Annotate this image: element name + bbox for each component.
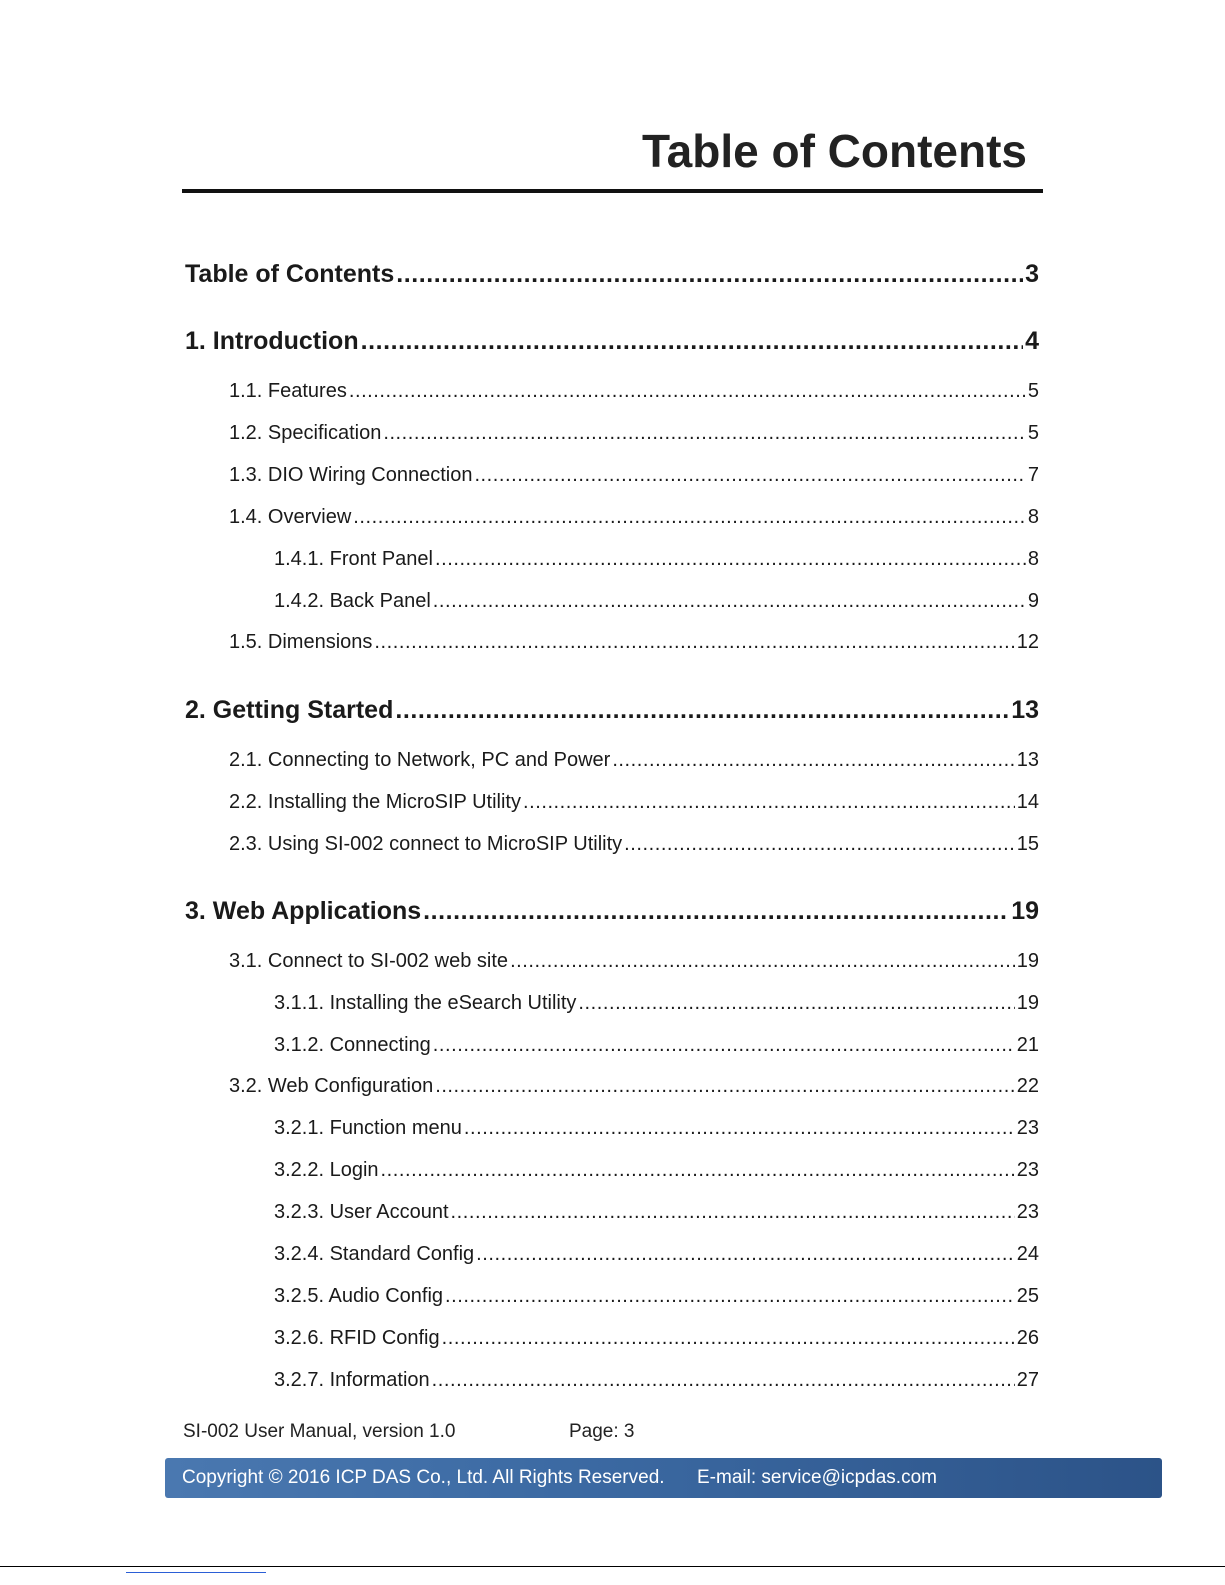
copyright-bar [165,1458,1162,1498]
toc-entry-page: 8 [1027,506,1039,528]
toc-leader-dots [624,833,1015,856]
toc-leader-dots [612,749,1014,772]
toc-entry[interactable] [274,1285,1039,1308]
toc-leader-dots [451,1201,1015,1224]
toc-entry[interactable] [185,327,1039,356]
email-link[interactable]: E-mail: service@icpdas.com [697,1467,937,1488]
toc-entry-title: 3.2.2. Login [274,1159,379,1181]
manual-version: SI-002 User Manual, version 1.0 [183,1421,456,1442]
toc-entry-title: 1.3. DIO Wiring Connection [229,464,473,486]
page-bottom-divider [0,1566,1225,1567]
toc-entry-title: 2.1. Connecting to Network, PC and Power [229,749,611,771]
toc-entry-page: 19 [1011,897,1039,925]
toc-leader-dots [442,1327,1015,1350]
toc-leader-dots [395,696,1009,725]
toc-entry-page: 27 [1016,1369,1039,1391]
toc-entry-title: 2. Getting Started [185,696,394,724]
page-title: Table of Contents [641,125,1027,177]
toc-entry-title: 1.4.2. Back Panel [274,590,431,612]
toc-leader-dots [510,950,1015,973]
toc-entry-page: 9 [1027,590,1039,612]
toc-entry-title: Table of Contents [185,260,395,288]
toc-entry-page: 22 [1016,1075,1039,1097]
toc-leader-dots [445,1285,1015,1308]
toc-entry-page: 4 [1025,327,1039,355]
toc-entry-page: 25 [1016,1285,1039,1307]
toc-entry-page: 3 [1025,260,1039,288]
toc-leader-dots [433,1034,1015,1057]
toc-entry[interactable] [229,749,1039,772]
toc-entry-title: 3. Web Applications [185,897,422,925]
toc-leader-dots [423,897,1009,926]
toc-entry-title: 3.1.1. Installing the eSearch Utility [274,992,577,1014]
toc-entry[interactable] [185,260,1039,289]
toc-entry-page: 13 [1016,749,1039,771]
toc-entry[interactable] [229,1075,1039,1098]
link-underline [126,1572,266,1573]
toc-entry[interactable] [274,1201,1039,1224]
toc-leader-dots [474,464,1025,487]
toc-entry[interactable] [229,631,1039,654]
copyright-text: Copyright © 2016 ICP DAS Co., Ltd. All Rights Reserved. [182,1467,665,1488]
toc-leader-dots [381,1159,1015,1182]
toc-entry-title: 3.2.4. Standard Config [274,1243,475,1265]
toc-entry-title: 3.2.6. RFID Config [274,1327,440,1349]
toc-entry[interactable] [229,464,1039,487]
toc-entry-page: 23 [1016,1159,1039,1181]
toc-entry-page: 23 [1016,1201,1039,1223]
toc-entry[interactable] [274,1243,1039,1266]
toc-entry[interactable] [185,897,1039,926]
toc-leader-dots [435,548,1026,571]
toc-entry-title: 3.2.1. Function menu [274,1117,462,1139]
toc-leader-dots [578,992,1014,1015]
toc-entry-page: 21 [1016,1034,1039,1056]
toc-entry[interactable] [274,1327,1039,1350]
toc-entry-page: 5 [1027,380,1039,402]
toc-entry[interactable] [229,791,1039,814]
toc-entry-page: 23 [1016,1117,1039,1139]
toc-entry[interactable] [229,380,1039,403]
toc-entry[interactable] [274,992,1039,1015]
toc-entry[interactable] [185,696,1039,725]
toc-entry-title: 3.2. Web Configuration [229,1075,434,1097]
toc-leader-dots [432,1369,1015,1392]
toc-leader-dots [353,506,1026,529]
toc-entry-title: 3.2.7. Information [274,1369,430,1391]
toc-entry[interactable] [274,548,1039,571]
page-footer [183,1421,635,1443]
toc-entry-title: 1.4. Overview [229,506,352,528]
toc-entry-page: 12 [1016,631,1039,653]
toc-entry[interactable] [274,1159,1039,1182]
toc-entry-title: 3.1.2. Connecting [274,1034,431,1056]
toc-leader-dots [374,631,1014,654]
toc-entry-page: 19 [1016,950,1039,972]
toc-entry[interactable] [229,833,1039,856]
toc-entry[interactable] [274,590,1039,613]
toc-entry-page: 26 [1016,1327,1039,1349]
toc-leader-dots [435,1075,1015,1098]
toc-leader-dots [396,260,1023,289]
toc-entry-page: 7 [1027,464,1039,486]
toc-entry[interactable] [274,1369,1039,1392]
toc-entry-title: 3.1. Connect to SI-002 web site [229,950,509,972]
toc-entry-page: 8 [1027,548,1039,570]
toc-entry[interactable] [274,1117,1039,1140]
toc-entry-title: 1.5. Dimensions [229,631,373,653]
toc-entry-title: 1.4.1. Front Panel [274,548,433,570]
toc-leader-dots [523,791,1015,814]
toc-entry[interactable] [274,1034,1039,1057]
toc-entry-page: 14 [1016,791,1039,813]
toc-entry[interactable] [229,422,1039,445]
toc-entry-title: 1. Introduction [185,327,359,355]
toc-entry-title: 2.3. Using SI-002 connect to MicroSIP Utility [229,833,623,855]
toc-entry-title: 2.2. Installing the MicroSIP Utility [229,791,521,813]
toc-entry-page: 24 [1016,1243,1039,1265]
toc-leader-dots [433,590,1026,613]
toc-entry-title: 1.2. Specification [229,422,382,444]
title-divider [182,189,1043,193]
toc-entry-page: 15 [1016,833,1039,855]
toc-entry-title: 3.2.5. Audio Config [274,1285,444,1307]
toc-entry-page: 5 [1027,422,1039,444]
toc-entry-page: 13 [1011,696,1039,724]
toc-leader-dots [476,1243,1015,1266]
toc-leader-dots [349,380,1026,403]
toc-entry-title: 3.2.3. User Account [274,1201,449,1223]
page-number: Page: 3 [569,1421,635,1442]
toc-entry-page: 19 [1016,992,1039,1014]
toc-leader-dots [383,422,1026,445]
toc-entry-title: 1.1. Features [229,380,347,402]
toc-entry[interactable] [229,950,1039,973]
toc-entry[interactable] [229,506,1039,529]
toc-leader-dots [361,327,1023,356]
toc-leader-dots [464,1117,1015,1140]
